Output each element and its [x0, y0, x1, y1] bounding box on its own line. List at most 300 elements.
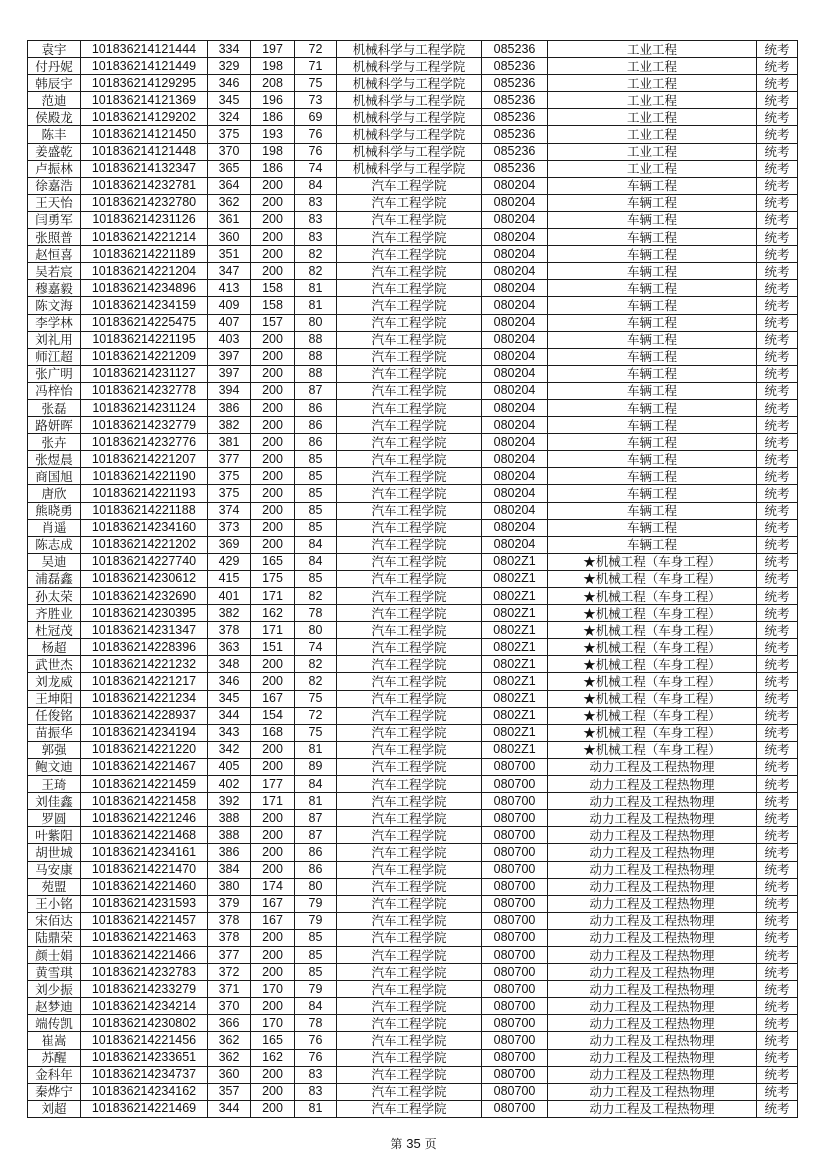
cell-major-name: ★机械工程（车身工程） [548, 673, 757, 690]
cell-exam-type: 统考 [757, 776, 798, 793]
cell-exam-type: 统考 [757, 998, 798, 1015]
cell-major-code: 080204 [482, 434, 548, 451]
cell-major-code: 080204 [482, 417, 548, 434]
cell-school: 汽车工程学院 [337, 1015, 482, 1032]
cell-total-score: 342 [208, 741, 251, 758]
cell-exam-type: 统考 [757, 861, 798, 878]
cell-name: 赵恒喜 [28, 246, 81, 263]
cell-school: 汽车工程学院 [337, 365, 482, 382]
table-row [28, 707, 798, 724]
table-row [28, 1083, 798, 1100]
cell-final-score: 80 [295, 622, 337, 639]
cell-major-name: 动力工程及工程热物理 [548, 793, 757, 810]
cell-name: 崔嵩 [28, 1032, 81, 1049]
cell-school: 机械科学与工程学院 [337, 75, 482, 92]
cell-exam-type: 统考 [757, 1032, 798, 1049]
cell-retest-score: 200 [251, 964, 295, 981]
cell-major-name: 车辆工程 [548, 297, 757, 314]
cell-exam-id: 101836214233651 [81, 1049, 208, 1066]
cell-retest-score: 165 [251, 1032, 295, 1049]
cell-exam-type: 统考 [757, 143, 798, 160]
cell-total-score: 415 [208, 570, 251, 587]
table-row [28, 827, 798, 844]
table-row [28, 810, 798, 827]
page-label-suffix: 页 [424, 1137, 437, 1151]
cell-major-name: 车辆工程 [548, 468, 757, 485]
cell-major-name: 车辆工程 [548, 536, 757, 553]
cell-total-score: 375 [208, 485, 251, 502]
cell-total-score: 345 [208, 690, 251, 707]
cell-final-score: 75 [295, 75, 337, 92]
cell-exam-type: 统考 [757, 981, 798, 998]
table-row [28, 878, 798, 895]
cell-retest-score: 158 [251, 297, 295, 314]
cell-exam-id: 101836214234896 [81, 280, 208, 297]
cell-total-score: 377 [208, 451, 251, 468]
cell-final-score: 82 [295, 588, 337, 605]
cell-total-score: 362 [208, 194, 251, 211]
cell-final-score: 85 [295, 519, 337, 536]
cell-total-score: 392 [208, 793, 251, 810]
cell-retest-score: 200 [251, 844, 295, 861]
cell-school: 机械科学与工程学院 [337, 160, 482, 177]
cell-exam-id: 101836214221460 [81, 878, 208, 895]
table-row [28, 588, 798, 605]
cell-final-score: 88 [295, 348, 337, 365]
cell-name: 张卉 [28, 434, 81, 451]
cell-major-code: 080700 [482, 1066, 548, 1083]
table-row [28, 229, 798, 246]
cell-school: 汽车工程学院 [337, 656, 482, 673]
cell-major-name: 车辆工程 [548, 314, 757, 331]
cell-final-score: 76 [295, 143, 337, 160]
cell-exam-type: 统考 [757, 468, 798, 485]
cell-major-code: 080700 [482, 861, 548, 878]
cell-major-code: 080204 [482, 502, 548, 519]
cell-exam-id: 101836214221246 [81, 810, 208, 827]
cell-major-code: 085236 [482, 160, 548, 177]
cell-major-name: ★机械工程（车身工程） [548, 707, 757, 724]
cell-total-score: 346 [208, 75, 251, 92]
cell-major-code: 080204 [482, 331, 548, 348]
cell-major-code: 085236 [482, 41, 548, 58]
cell-name: 陈丰 [28, 126, 81, 143]
cell-school: 汽车工程学院 [337, 622, 482, 639]
cell-major-code: 080204 [482, 297, 548, 314]
cell-name: 韩辰宇 [28, 75, 81, 92]
cell-school: 汽车工程学院 [337, 895, 482, 912]
cell-school: 汽车工程学院 [337, 861, 482, 878]
cell-school: 汽车工程学院 [337, 263, 482, 280]
cell-final-score: 71 [295, 58, 337, 75]
cell-total-score: 371 [208, 981, 251, 998]
cell-school: 汽车工程学院 [337, 827, 482, 844]
cell-major-name: ★机械工程（车身工程） [548, 639, 757, 656]
cell-major-code: 0802Z1 [482, 724, 548, 741]
cell-major-name: ★机械工程（车身工程） [548, 690, 757, 707]
cell-major-code: 085236 [482, 109, 548, 126]
cell-total-score: 382 [208, 417, 251, 434]
cell-school: 汽车工程学院 [337, 297, 482, 314]
table-body [28, 41, 798, 1118]
cell-final-score: 86 [295, 844, 337, 861]
cell-retest-score: 200 [251, 468, 295, 485]
cell-major-name: 动力工程及工程热物理 [548, 998, 757, 1015]
cell-school: 机械科学与工程学院 [337, 109, 482, 126]
table-row [28, 1032, 798, 1049]
cell-final-score: 83 [295, 1083, 337, 1100]
table-row [28, 1100, 798, 1117]
cell-major-name: 动力工程及工程热物理 [548, 964, 757, 981]
cell-retest-score: 165 [251, 553, 295, 570]
cell-exam-id: 101836214221217 [81, 673, 208, 690]
cell-exam-type: 统考 [757, 656, 798, 673]
cell-total-score: 386 [208, 399, 251, 416]
cell-major-name: 车辆工程 [548, 519, 757, 536]
cell-school: 汽车工程学院 [337, 1049, 482, 1066]
cell-retest-score: 200 [251, 741, 295, 758]
cell-major-name: 车辆工程 [548, 331, 757, 348]
cell-major-name: ★机械工程（车身工程） [548, 605, 757, 622]
cell-retest-score: 171 [251, 793, 295, 810]
cell-major-code: 080700 [482, 1015, 548, 1032]
cell-major-code: 0802Z1 [482, 707, 548, 724]
cell-major-code: 080204 [482, 382, 548, 399]
cell-exam-id: 101836214232779 [81, 417, 208, 434]
cell-final-score: 76 [295, 1049, 337, 1066]
cell-final-score: 85 [295, 946, 337, 963]
cell-exam-type: 统考 [757, 946, 798, 963]
table-row [28, 605, 798, 622]
cell-school: 汽车工程学院 [337, 280, 482, 297]
cell-exam-id: 101836214232690 [81, 588, 208, 605]
cell-retest-score: 200 [251, 810, 295, 827]
cell-exam-id: 101836214129295 [81, 75, 208, 92]
cell-retest-score: 200 [251, 502, 295, 519]
cell-exam-id: 101836214221209 [81, 348, 208, 365]
cell-retest-score: 175 [251, 570, 295, 587]
cell-major-code: 080700 [482, 929, 548, 946]
cell-exam-id: 101836214221457 [81, 912, 208, 929]
cell-exam-id: 101836214121449 [81, 58, 208, 75]
cell-exam-type: 统考 [757, 758, 798, 775]
cell-final-score: 84 [295, 998, 337, 1015]
cell-retest-score: 170 [251, 981, 295, 998]
cell-name: 孙太荣 [28, 588, 81, 605]
cell-exam-id: 101836214231347 [81, 622, 208, 639]
cell-final-score: 73 [295, 92, 337, 109]
cell-name: 肖遥 [28, 519, 81, 536]
table-row [28, 570, 798, 587]
cell-exam-id: 101836214231124 [81, 399, 208, 416]
cell-final-score: 83 [295, 194, 337, 211]
cell-school: 汽车工程学院 [337, 451, 482, 468]
cell-exam-id: 101836214221466 [81, 946, 208, 963]
cell-total-score: 380 [208, 878, 251, 895]
cell-name: 吴若宸 [28, 263, 81, 280]
cell-exam-type: 统考 [757, 331, 798, 348]
cell-major-name: 车辆工程 [548, 434, 757, 451]
cell-retest-score: 200 [251, 246, 295, 263]
cell-major-code: 080700 [482, 981, 548, 998]
cell-major-name: 工业工程 [548, 92, 757, 109]
cell-exam-type: 统考 [757, 280, 798, 297]
cell-major-code: 080204 [482, 519, 548, 536]
cell-retest-score: 177 [251, 776, 295, 793]
table-row [28, 502, 798, 519]
cell-major-name: 车辆工程 [548, 229, 757, 246]
table-row [28, 981, 798, 998]
cell-exam-type: 统考 [757, 365, 798, 382]
cell-exam-id: 101836214121444 [81, 41, 208, 58]
cell-major-code: 0802Z1 [482, 588, 548, 605]
cell-major-code: 0802Z1 [482, 690, 548, 707]
cell-name: 张磊 [28, 399, 81, 416]
cell-retest-score: 198 [251, 58, 295, 75]
cell-name: 卢振林 [28, 160, 81, 177]
cell-final-score: 69 [295, 109, 337, 126]
cell-major-name: 动力工程及工程热物理 [548, 1032, 757, 1049]
cell-name: 王琦 [28, 776, 81, 793]
cell-school: 汽车工程学院 [337, 194, 482, 211]
cell-major-name: 车辆工程 [548, 211, 757, 228]
cell-retest-score: 200 [251, 399, 295, 416]
cell-final-score: 86 [295, 861, 337, 878]
cell-major-code: 080204 [482, 314, 548, 331]
cell-major-code: 085236 [482, 58, 548, 75]
cell-major-name: 动力工程及工程热物理 [548, 827, 757, 844]
cell-major-code: 0802Z1 [482, 741, 548, 758]
cell-major-name: 动力工程及工程热物理 [548, 946, 757, 963]
cell-final-score: 88 [295, 365, 337, 382]
cell-exam-type: 统考 [757, 92, 798, 109]
cell-exam-id: 101836214230802 [81, 1015, 208, 1032]
cell-total-score: 377 [208, 946, 251, 963]
cell-school: 机械科学与工程学院 [337, 41, 482, 58]
cell-total-score: 370 [208, 143, 251, 160]
cell-retest-score: 162 [251, 605, 295, 622]
cell-name: 侯殿龙 [28, 109, 81, 126]
cell-final-score: 85 [295, 451, 337, 468]
cell-exam-id: 101836214121448 [81, 143, 208, 160]
cell-final-score: 84 [295, 536, 337, 553]
cell-major-name: 工业工程 [548, 58, 757, 75]
cell-major-code: 080204 [482, 177, 548, 194]
cell-name: 齐胜业 [28, 605, 81, 622]
cell-school: 机械科学与工程学院 [337, 126, 482, 143]
cell-exam-type: 统考 [757, 348, 798, 365]
cell-exam-id: 101836214221220 [81, 741, 208, 758]
table-row [28, 553, 798, 570]
cell-exam-type: 统考 [757, 58, 798, 75]
table-row [28, 331, 798, 348]
cell-major-code: 080204 [482, 263, 548, 280]
cell-name: 陆鼎荣 [28, 929, 81, 946]
cell-exam-id: 101836214221202 [81, 536, 208, 553]
cell-name: 苗振华 [28, 724, 81, 741]
cell-name: 罗圆 [28, 810, 81, 827]
cell-final-score: 82 [295, 673, 337, 690]
cell-major-code: 080700 [482, 998, 548, 1015]
cell-final-score: 84 [295, 553, 337, 570]
cell-retest-score: 200 [251, 365, 295, 382]
cell-retest-score: 171 [251, 622, 295, 639]
table-row [28, 690, 798, 707]
cell-retest-score: 193 [251, 126, 295, 143]
cell-school: 机械科学与工程学院 [337, 58, 482, 75]
cell-name: 杜冠茂 [28, 622, 81, 639]
cell-name: 王小铭 [28, 895, 81, 912]
cell-final-score: 72 [295, 41, 337, 58]
cell-school: 汽车工程学院 [337, 485, 482, 502]
cell-major-name: 车辆工程 [548, 177, 757, 194]
cell-total-score: 370 [208, 998, 251, 1015]
cell-school: 汽车工程学院 [337, 912, 482, 929]
page-footer [0, 1135, 827, 1152]
cell-retest-score: 167 [251, 895, 295, 912]
cell-total-score: 362 [208, 1049, 251, 1066]
cell-exam-id: 101836214234160 [81, 519, 208, 536]
cell-major-name: ★机械工程（车身工程） [548, 724, 757, 741]
cell-total-score: 429 [208, 553, 251, 570]
cell-school: 汽车工程学院 [337, 758, 482, 775]
cell-exam-id: 101836214230395 [81, 605, 208, 622]
cell-name: 路妍晖 [28, 417, 81, 434]
cell-final-score: 86 [295, 399, 337, 416]
cell-school: 汽车工程学院 [337, 981, 482, 998]
cell-major-code: 080700 [482, 810, 548, 827]
cell-exam-id: 101836214221189 [81, 246, 208, 263]
cell-total-score: 343 [208, 724, 251, 741]
table-row [28, 434, 798, 451]
cell-school: 汽车工程学院 [337, 605, 482, 622]
table-row [28, 1049, 798, 1066]
cell-major-code: 080700 [482, 1083, 548, 1100]
cell-exam-type: 统考 [757, 707, 798, 724]
cell-exam-id: 101836214234161 [81, 844, 208, 861]
cell-major-code: 080204 [482, 194, 548, 211]
cell-school: 机械科学与工程学院 [337, 92, 482, 109]
cell-exam-id: 101836214221195 [81, 331, 208, 348]
table-row [28, 536, 798, 553]
cell-name: 叶紫阳 [28, 827, 81, 844]
cell-major-name: 车辆工程 [548, 365, 757, 382]
cell-exam-id: 101836214221204 [81, 263, 208, 280]
cell-exam-type: 统考 [757, 690, 798, 707]
table-row [28, 519, 798, 536]
cell-exam-id: 101836214234194 [81, 724, 208, 741]
table-row [28, 58, 798, 75]
cell-exam-type: 统考 [757, 502, 798, 519]
cell-exam-type: 统考 [757, 41, 798, 58]
cell-major-name: 动力工程及工程热物理 [548, 776, 757, 793]
cell-major-name: 车辆工程 [548, 194, 757, 211]
cell-final-score: 81 [295, 793, 337, 810]
cell-exam-type: 统考 [757, 519, 798, 536]
cell-school: 汽车工程学院 [337, 348, 482, 365]
cell-exam-type: 统考 [757, 964, 798, 981]
cell-total-score: 364 [208, 177, 251, 194]
cell-exam-type: 统考 [757, 246, 798, 263]
cell-retest-score: 200 [251, 656, 295, 673]
cell-major-code: 080700 [482, 844, 548, 861]
table-row [28, 92, 798, 109]
cell-exam-id: 101836214232781 [81, 177, 208, 194]
cell-major-name: ★机械工程（车身工程） [548, 622, 757, 639]
cell-major-name: 车辆工程 [548, 451, 757, 468]
cell-total-score: 347 [208, 263, 251, 280]
cell-major-name: 车辆工程 [548, 485, 757, 502]
cell-major-code: 080700 [482, 912, 548, 929]
cell-exam-type: 统考 [757, 741, 798, 758]
cell-exam-type: 统考 [757, 177, 798, 194]
cell-name: 吴迪 [28, 553, 81, 570]
cell-final-score: 79 [295, 981, 337, 998]
cell-retest-score: 200 [251, 194, 295, 211]
cell-exam-type: 统考 [757, 75, 798, 92]
cell-major-name: 动力工程及工程热物理 [548, 981, 757, 998]
cell-school: 汽车工程学院 [337, 741, 482, 758]
cell-exam-type: 统考 [757, 878, 798, 895]
cell-major-code: 0802Z1 [482, 605, 548, 622]
cell-total-score: 386 [208, 844, 251, 861]
cell-major-name: 动力工程及工程热物理 [548, 844, 757, 861]
cell-exam-type: 统考 [757, 810, 798, 827]
cell-exam-id: 101836214221467 [81, 758, 208, 775]
cell-name: 端传凯 [28, 1015, 81, 1032]
cell-major-code: 080204 [482, 451, 548, 468]
table-row [28, 793, 798, 810]
cell-school: 汽车工程学院 [337, 1083, 482, 1100]
cell-total-score: 397 [208, 365, 251, 382]
cell-retest-score: 200 [251, 861, 295, 878]
cell-major-code: 080700 [482, 878, 548, 895]
cell-name: 刘龙威 [28, 673, 81, 690]
cell-final-score: 80 [295, 314, 337, 331]
cell-major-name: 工业工程 [548, 75, 757, 92]
cell-name: 熊晓勇 [28, 502, 81, 519]
cell-final-score: 87 [295, 827, 337, 844]
cell-major-code: 080204 [482, 365, 548, 382]
table-row [28, 399, 798, 416]
cell-exam-id: 101836214234737 [81, 1066, 208, 1083]
cell-exam-id: 101836214221193 [81, 485, 208, 502]
cell-exam-type: 统考 [757, 536, 798, 553]
cell-exam-type: 统考 [757, 673, 798, 690]
cell-total-score: 357 [208, 1083, 251, 1100]
admission-list-table [27, 40, 798, 1118]
cell-major-name: 动力工程及工程热物理 [548, 929, 757, 946]
table-row [28, 451, 798, 468]
table-row [28, 75, 798, 92]
cell-major-name: 动力工程及工程热物理 [548, 1100, 757, 1117]
cell-school: 汽车工程学院 [337, 673, 482, 690]
cell-name: 唐欣 [28, 485, 81, 502]
cell-name: 袁宇 [28, 41, 81, 58]
table-row [28, 348, 798, 365]
cell-exam-id: 101836214232776 [81, 434, 208, 451]
cell-exam-type: 统考 [757, 793, 798, 810]
cell-total-score: 345 [208, 92, 251, 109]
cell-final-score: 81 [295, 280, 337, 297]
cell-exam-type: 统考 [757, 1066, 798, 1083]
cell-exam-id: 101836214228937 [81, 707, 208, 724]
table-row [28, 297, 798, 314]
cell-exam-type: 统考 [757, 109, 798, 126]
cell-retest-score: 167 [251, 912, 295, 929]
cell-exam-type: 统考 [757, 588, 798, 605]
cell-final-score: 74 [295, 639, 337, 656]
